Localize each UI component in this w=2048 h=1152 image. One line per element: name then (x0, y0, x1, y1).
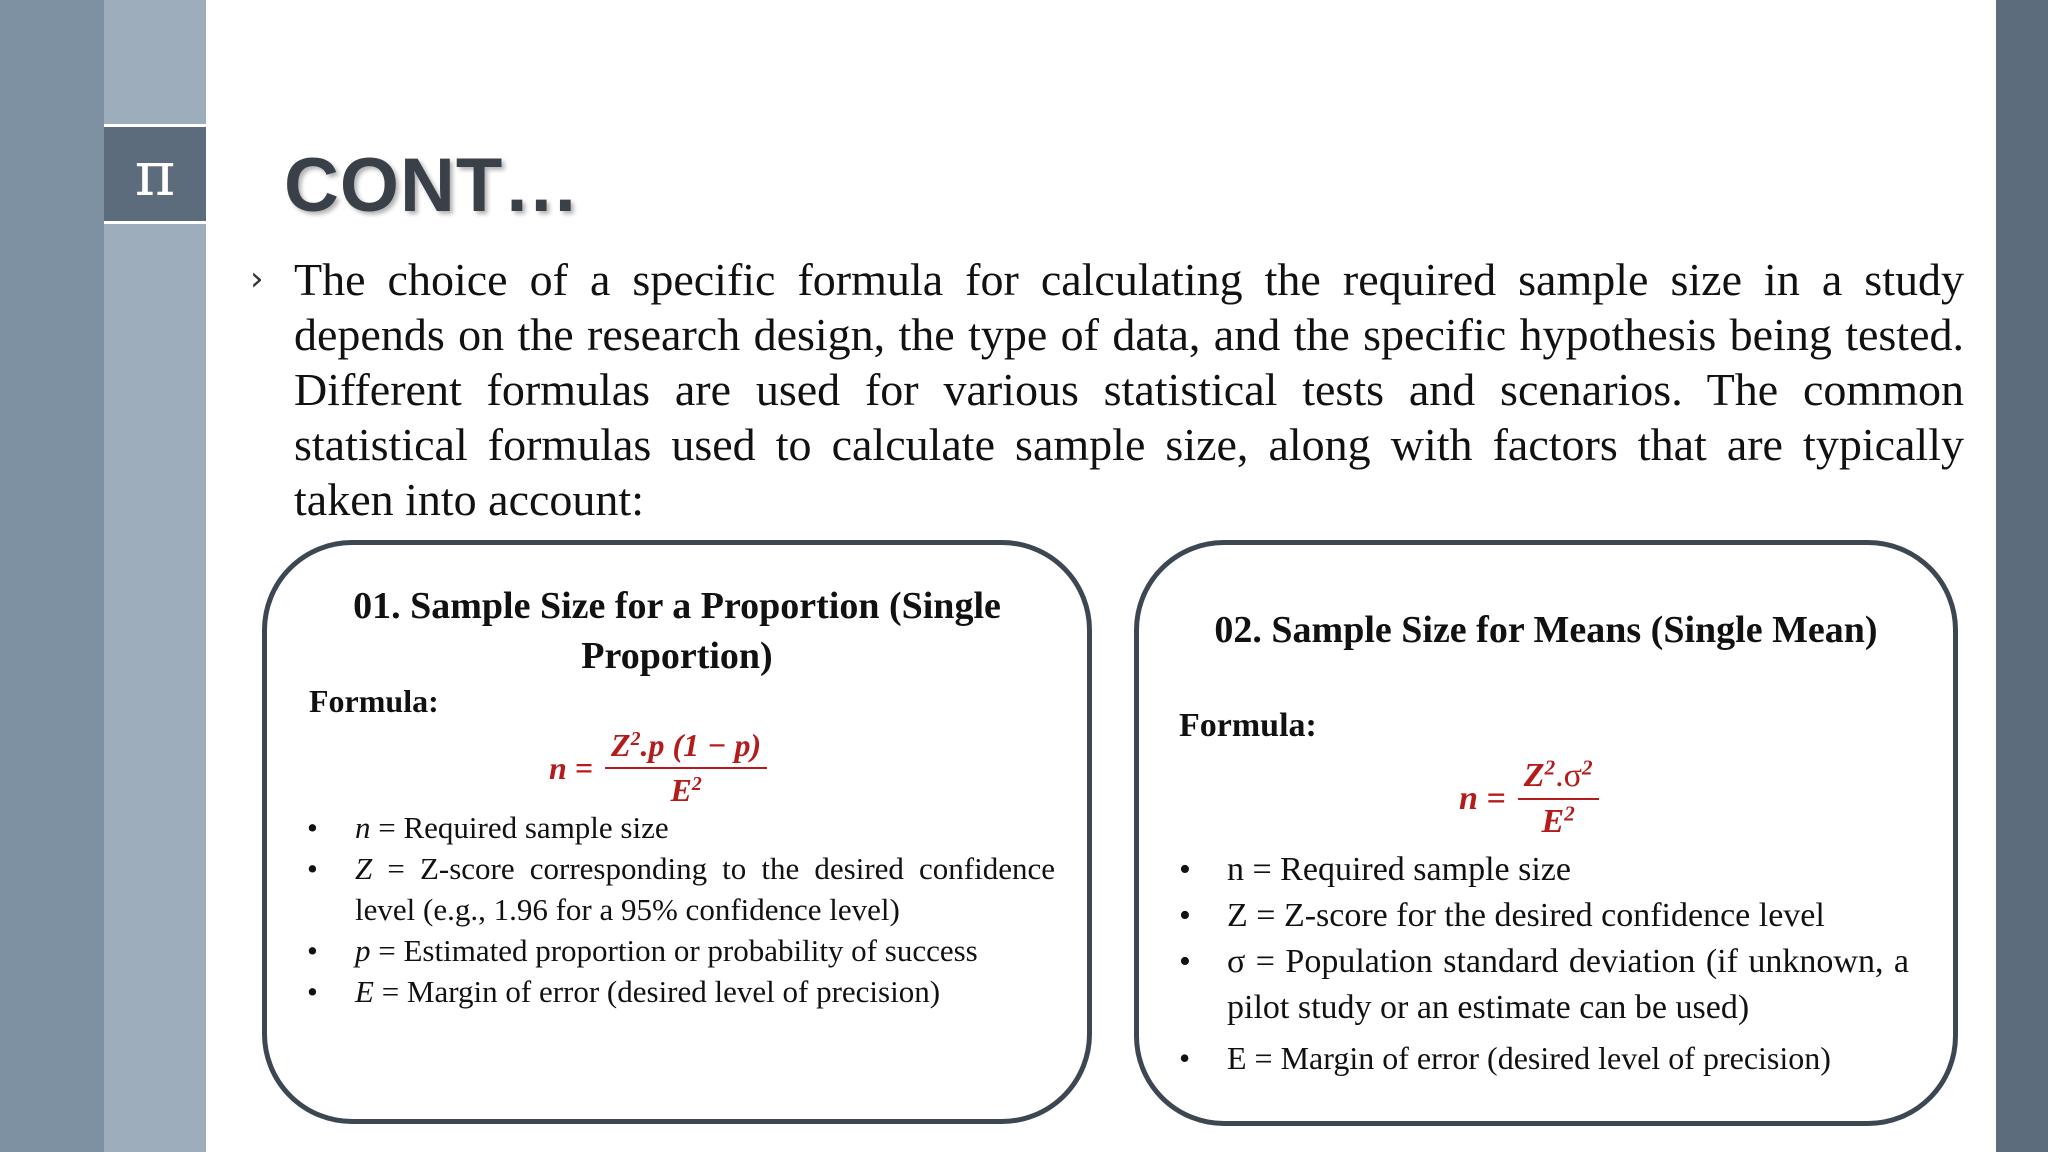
formula-denominator (670, 769, 701, 809)
numerator-exponent-2: 2 (1581, 755, 1593, 780)
mean-card-title: 02. Sample Size for Means (Single Mean) (1214, 609, 1878, 651)
formula-lhs: n = (1459, 780, 1506, 817)
proportion-variable-list (355, 807, 1055, 1012)
intro-text: The choice of a specific formula for calculating the required sample size in a study depends on the research design, the type of data, and the specific hypothesis being tested. Different formulas are used for various statistical tests and scenarios. The common statistical formulas used to calculate sample size, along with factors that are typically taken into account: (294, 254, 1964, 525)
numerator-rest: .p (1 − p) (640, 727, 762, 763)
proportion-card-title: 01. Sample Size for a Proportion (Single Proportion) (353, 585, 1001, 677)
list-item: • σ = Population standard deviation (if unknown, a pilot study or an estimate can be used) (1227, 939, 1909, 1031)
numerator-base: Z (611, 727, 631, 763)
mean-variable-list (1227, 847, 1909, 1081)
variable-description: = Required sample size (370, 810, 669, 845)
list-item: • E = Margin of error (desired level of precision) (1227, 1035, 1909, 1081)
pi-logo-box (104, 124, 206, 224)
formula-numerator (1518, 757, 1599, 800)
variable-description: = Estimated proportion or probability of success (370, 933, 978, 968)
variable-symbol: Z (355, 851, 373, 886)
variable-description: = Z-score corresponding to the desired confidence level (e.g., 1.96 for a 95% confidence level) (355, 851, 1055, 927)
slide-title: CONT… (284, 143, 581, 228)
numerator-exponent: 2 (1544, 755, 1556, 780)
formula-lhs: n = (549, 749, 594, 786)
denominator-exponent: 2 (1564, 801, 1575, 826)
variable-symbol: p (355, 933, 371, 968)
proportion-formula (549, 727, 767, 809)
list-item (355, 971, 1055, 1012)
list-item: • Z = Z-score for the desired confidence level (1227, 893, 1909, 939)
proportion-formula-label: Formula: (309, 683, 439, 719)
mean-card (1134, 540, 1958, 1126)
formula-fraction (605, 727, 767, 809)
list-item: • n = Required sample size (1227, 847, 1909, 893)
proportion-card (262, 540, 1092, 1124)
mean-formula-label: Formula: (1179, 707, 1317, 744)
denominator-base: E (1541, 803, 1565, 840)
sidebar-strip-left (0, 0, 104, 1152)
denominator-exponent: 2 (691, 773, 702, 796)
pi-icon: π (134, 137, 176, 210)
variable-symbol: E (355, 974, 374, 1009)
list-item (355, 848, 1055, 930)
list-item (355, 930, 1055, 971)
intro-paragraph (250, 252, 1964, 527)
mean-formula (1459, 757, 1599, 841)
bullet-chevron-icon: › (250, 259, 264, 299)
numerator-base: Z (1523, 757, 1545, 794)
variable-description: = Margin of error (desired level of precision) (373, 974, 941, 1009)
formula-numerator (605, 727, 767, 769)
variable-symbol: n (355, 810, 371, 845)
numerator-exponent: 2 (630, 728, 641, 751)
formula-fraction (1518, 757, 1599, 841)
denominator-base: E (670, 772, 692, 808)
numerator-sigma: .σ (1555, 757, 1582, 794)
formula-denominator (1542, 800, 1575, 841)
sidebar-strip-right (1996, 0, 2048, 1152)
list-item (355, 807, 1055, 848)
